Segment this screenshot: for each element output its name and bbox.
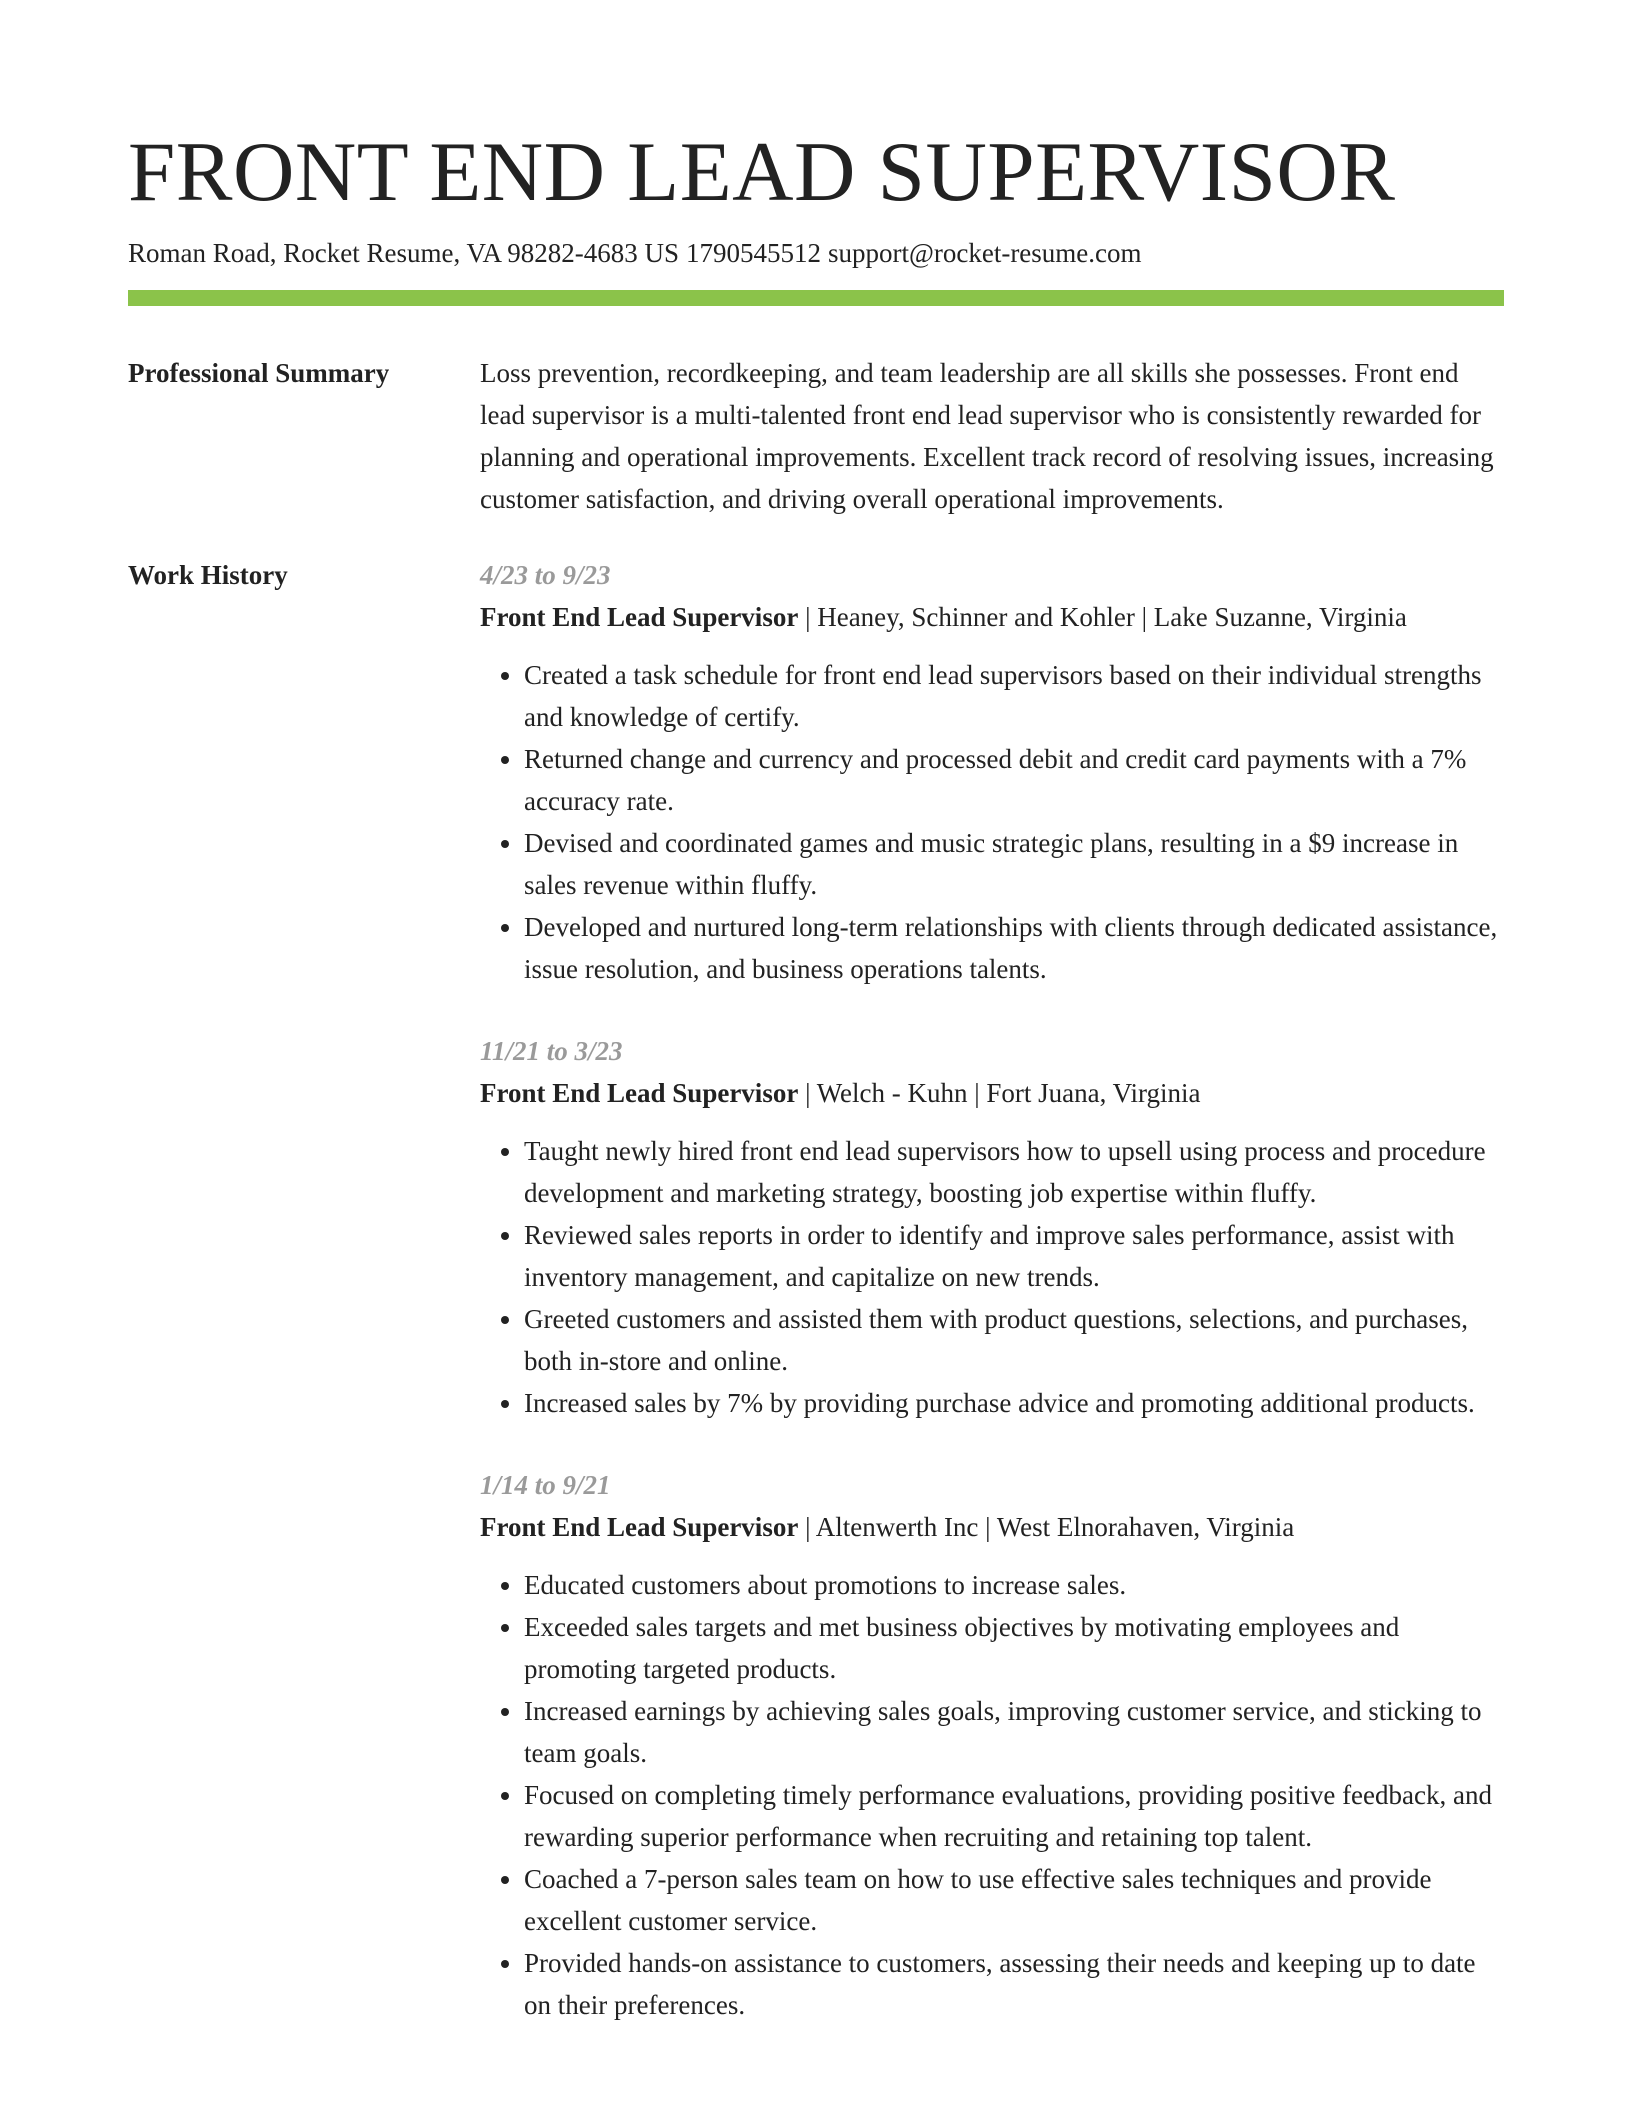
job-bullet: • Coached a 7-person sales team on how to use effective sales techniques and provide excellent customer service. bbox=[524, 1858, 1504, 1942]
job-bullet: • Greeted customers and assisted them with product questions, selections, and purchases, both in-store and online. bbox=[524, 1298, 1504, 1382]
summary-body bbox=[480, 352, 1504, 520]
header-divider bbox=[128, 290, 1504, 306]
section-title-summary: Professional Summary bbox=[128, 358, 390, 388]
job-dates: 4/23 to 9/23 bbox=[480, 560, 611, 590]
job-entry bbox=[480, 1464, 1504, 2026]
work-history-body bbox=[480, 554, 1504, 2026]
job-dates: 1/14 to 9/21 bbox=[480, 1470, 611, 1500]
job-bullet: • Increased sales by 7% by providing purchase advice and promoting additional products. bbox=[524, 1382, 1504, 1424]
job-details: | Welch - Kuhn | Fort Juana, Virginia bbox=[798, 1078, 1201, 1108]
job-bullet-list bbox=[480, 1130, 1504, 1424]
job-bullet: • Increased earnings by achieving sales goals, improving customer service, and sticking to team goals. bbox=[524, 1690, 1504, 1774]
professional-summary-section bbox=[128, 352, 1504, 520]
section-title-work: Work History bbox=[128, 560, 288, 590]
contact-phone: 1790545512 bbox=[686, 238, 821, 268]
job-bullet-list bbox=[480, 654, 1504, 990]
job-bullet: • Educated customers about promotions to increase sales. bbox=[524, 1564, 1504, 1606]
job-bullet: • Reviewed sales reports in order to identify and improve sales performance, assist with inventory management, and capitalize on new trends. bbox=[524, 1214, 1504, 1298]
job-entry bbox=[480, 554, 1504, 990]
job-bullet: • Provided hands-on assistance to customers, assessing their needs and keeping up to date on their preferences. bbox=[524, 1942, 1504, 2026]
resume-page bbox=[128, 0, 1504, 2026]
job-title: Front End Lead Supervisor bbox=[480, 1078, 799, 1108]
contact-email: support@rocket-resume.com bbox=[828, 238, 1142, 268]
job-heading bbox=[480, 596, 1504, 638]
summary-text: Loss prevention, recordkeeping, and team leadership are all skills she possesses. Front end lead supervisor is a multi-talented front end lead supervisor who is consistently rewarded for planning and operational improvements. Excellent track record of resolving issues, increasing customer satisfaction, and driving overall operational improvements. bbox=[480, 358, 1494, 514]
resume-name: FRONT END LEAD SUPERVISOR bbox=[128, 125, 1396, 219]
job-bullet: • Focused on completing timely performance evaluations, providing positive feedback, and rewarding superior performance when recruiting and retaining top talent. bbox=[524, 1774, 1504, 1858]
job-heading bbox=[480, 1506, 1504, 1548]
job-dates: 11/21 to 3/23 bbox=[480, 1036, 623, 1066]
job-bullet: • Developed and nurtured long-term relationships with clients through dedicated assistance, issue resolution, and business operations talents. bbox=[524, 906, 1504, 990]
work-history-section bbox=[128, 554, 1504, 2026]
job-details: | Heaney, Schinner and Kohler | Lake Suzanne, Virginia bbox=[798, 602, 1407, 632]
job-heading bbox=[480, 1072, 1504, 1114]
job-entry bbox=[480, 1030, 1504, 1424]
contact-line bbox=[128, 234, 1504, 272]
job-bullet: • Taught newly hired front end lead supervisors how to upsell using process and procedure development and marketing strategy, boosting job expertise within fluffy. bbox=[524, 1130, 1504, 1214]
job-bullet-list bbox=[480, 1564, 1504, 2026]
job-bullet: • Devised and coordinated games and music strategic plans, resulting in a $9 increase in sales revenue within fluffy. bbox=[524, 822, 1504, 906]
job-bullet: • Returned change and currency and processed debit and credit card payments with a 7% accuracy rate. bbox=[524, 738, 1504, 822]
job-details: | Altenwerth Inc | West Elnorahaven, Virginia bbox=[798, 1512, 1295, 1542]
job-bullet: • Created a task schedule for front end lead supervisors based on their individual strengths and knowledge of certify. bbox=[524, 654, 1504, 738]
job-title: Front End Lead Supervisor bbox=[480, 1512, 799, 1542]
contact-address: Roman Road, Rocket Resume, VA 98282-4683 US bbox=[128, 238, 679, 268]
job-title: Front End Lead Supervisor bbox=[480, 602, 799, 632]
job-bullet: • Exceeded sales targets and met business objectives by motivating employees and promoting targeted products. bbox=[524, 1606, 1504, 1690]
